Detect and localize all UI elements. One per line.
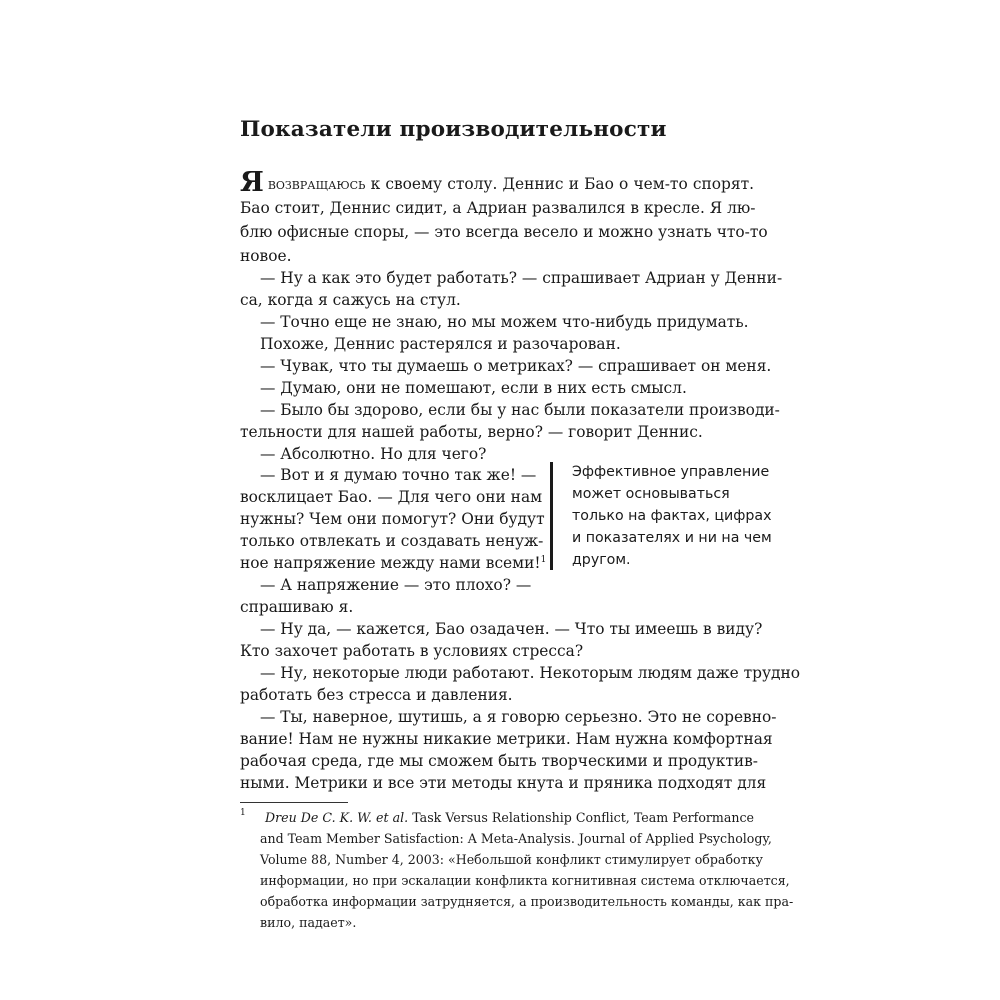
body-line: [240, 551, 546, 575]
callout-line: другом.: [572, 552, 631, 568]
callout-quote: [572, 461, 772, 571]
body-line: — Точно еще не знаю, но мы можем что-нибудь придумать.: [260, 313, 749, 331]
callout-bar: [550, 462, 553, 570]
body-line: Кто захочет работать в условиях стресса?: [240, 642, 584, 660]
footnote-mark: 1: [240, 808, 246, 818]
body-line: ными. Метрики и все эти методы кнута и пряника подходят для: [240, 774, 767, 792]
footnote-line: обработка информации затрудняется, а производительность команды, как пра-: [260, 894, 794, 909]
footnote-line: вило, падает».: [260, 915, 357, 930]
footnote-line: Volume 88, Number 4, 2003: «Небольшой конфликт стимулирует обработку: [260, 852, 763, 867]
body-line: новое.: [240, 247, 292, 265]
footnote-reference: 1: [540, 555, 547, 565]
body-line: — Думаю, они не помешают, если в них есть смысл.: [260, 379, 687, 397]
body-text: к своему столу. Деннис и Бао о чем-то спорят.: [365, 175, 754, 193]
body-line: [240, 167, 754, 198]
body-line: — А напряжение — это плохо? —: [260, 576, 532, 594]
body-line: — Ну, некоторые люди работают. Некоторым людям даже трудно: [260, 664, 801, 682]
body-line: — Ну да, — кажется, Бао озадачен. — Что ты имеешь в виду?: [260, 620, 763, 638]
body-line: Бао стоит, Деннис сидит, а Адриан развалился в кресле. Я лю-: [240, 199, 756, 217]
body-line: — Было бы здорово, если бы у нас были показатели производи-: [260, 401, 780, 419]
body-line: спрашиваю я.: [240, 598, 354, 616]
body-line: — Чувак, что ты думаешь о метриках? — спрашивает он меня.: [260, 357, 772, 375]
footnote-line: информации, но при эскалации конфликта когнитивная система отключается,: [260, 873, 790, 888]
body-line: работать без стресса и давления.: [240, 686, 513, 704]
footnote-line: and Team Member Satisfaction: A Meta-Analysis. Journal of Applied Psychology,: [260, 831, 772, 846]
body-line: — Абсолютно. Но для чего?: [260, 445, 487, 463]
footnote-authors: Dreu De C. K. W. et al.: [265, 810, 409, 825]
footnote-rule: [240, 802, 348, 803]
callout-line: Эффективное управление: [572, 464, 770, 480]
body-line: нужны? Чем они помогут? Они будут: [240, 510, 545, 528]
body-line: — Вот и я думаю точно так же! —: [260, 466, 537, 484]
body-line: восклицает Бао. — Для чего они нам: [240, 488, 543, 506]
body-line: — Ты, наверное, шутишь, а я говорю серьезно. Это не соревно-: [260, 708, 777, 726]
body-line: — Ну а как это будет работать? — спрашивает Адриан у Денни-: [260, 269, 783, 287]
footnote-line: [265, 808, 754, 828]
body-line: тельности для нашей работы, верно? — говорит Деннис.: [240, 423, 703, 441]
body-line: рабочая среда, где мы сможем быть творческими и продуктив-: [240, 752, 758, 770]
callout-line: может основываться: [572, 486, 730, 502]
body-line: Похоже, Деннис растерялся и разочарован.: [260, 335, 621, 353]
section-title: Показатели производительности: [240, 117, 667, 142]
callout-line: только на фактах, цифрах: [572, 508, 772, 524]
body-line: вание! Нам не нужны никакие метрики. Нам нужна комфортная: [240, 730, 773, 748]
body-text: ное напряжение между нами всеми!: [240, 554, 541, 572]
body-line: са, когда я сажусь на стул.: [240, 291, 461, 309]
small-caps-word: возвращаюсь: [267, 175, 366, 193]
body-line: блю офисные споры, — это всегда весело и можно узнать что-то: [240, 223, 768, 241]
drop-cap: Я: [240, 167, 264, 198]
footnote-text: Task Versus Relationship Conflict, Team Performance: [408, 810, 754, 825]
callout-line: и показателях и ни на чем: [572, 530, 772, 546]
body-line: только отвлекать и создавать ненуж-: [240, 532, 544, 550]
